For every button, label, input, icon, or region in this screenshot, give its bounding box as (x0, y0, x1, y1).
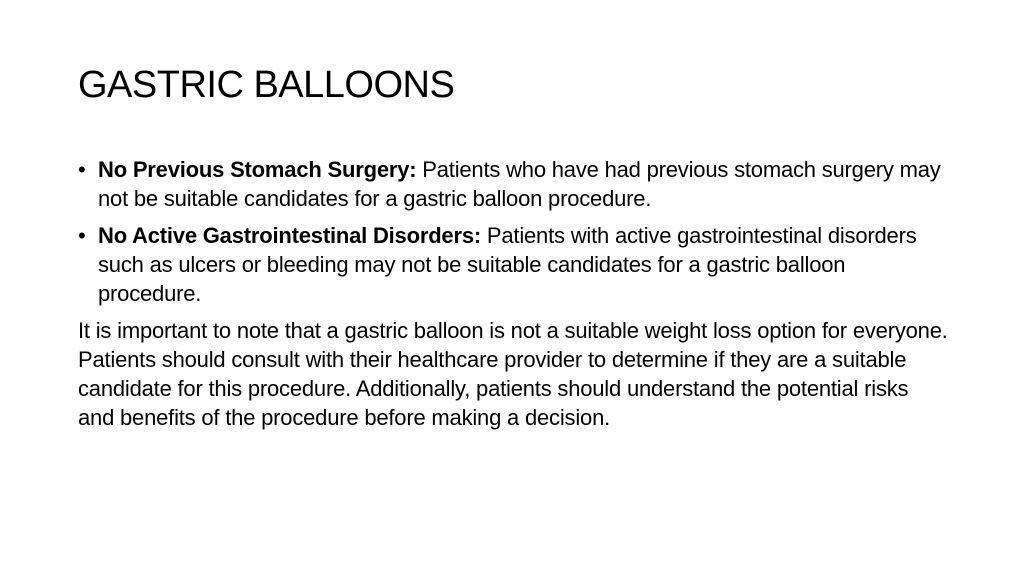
bullet-heading: No Previous Stomach Surgery: (98, 157, 417, 182)
bullet-item-previous-surgery (78, 155, 948, 213)
bullet-item-gi-disorders (78, 221, 948, 308)
slide-content (78, 155, 948, 432)
bullet-icon: • (78, 223, 86, 248)
bullet-text: Patients with active gastrointestinal disorders such as ulcers or bleeding may not be suitable candidates for a gastric balloon procedure. (98, 223, 917, 306)
bullet-text: Patients who have had previous stomach surgery may not be suitable candidates for a gastric balloon procedure. (98, 157, 941, 211)
bullet-list (78, 155, 948, 308)
closing-paragraph: It is important to note that a gastric balloon is not a suitable weight loss option for everyone. Patients should consult with their healthcare provider to determine if they are a suitable candidate for this procedure. Additionally, patients should understand the potential risks and benefits of the procedure before making a decision. (78, 318, 948, 430)
bullet-icon: • (78, 157, 86, 182)
slide-title: GASTRIC BALLOONS (78, 64, 455, 106)
bullet-heading: No Active Gastrointestinal Disorders: (98, 223, 481, 248)
